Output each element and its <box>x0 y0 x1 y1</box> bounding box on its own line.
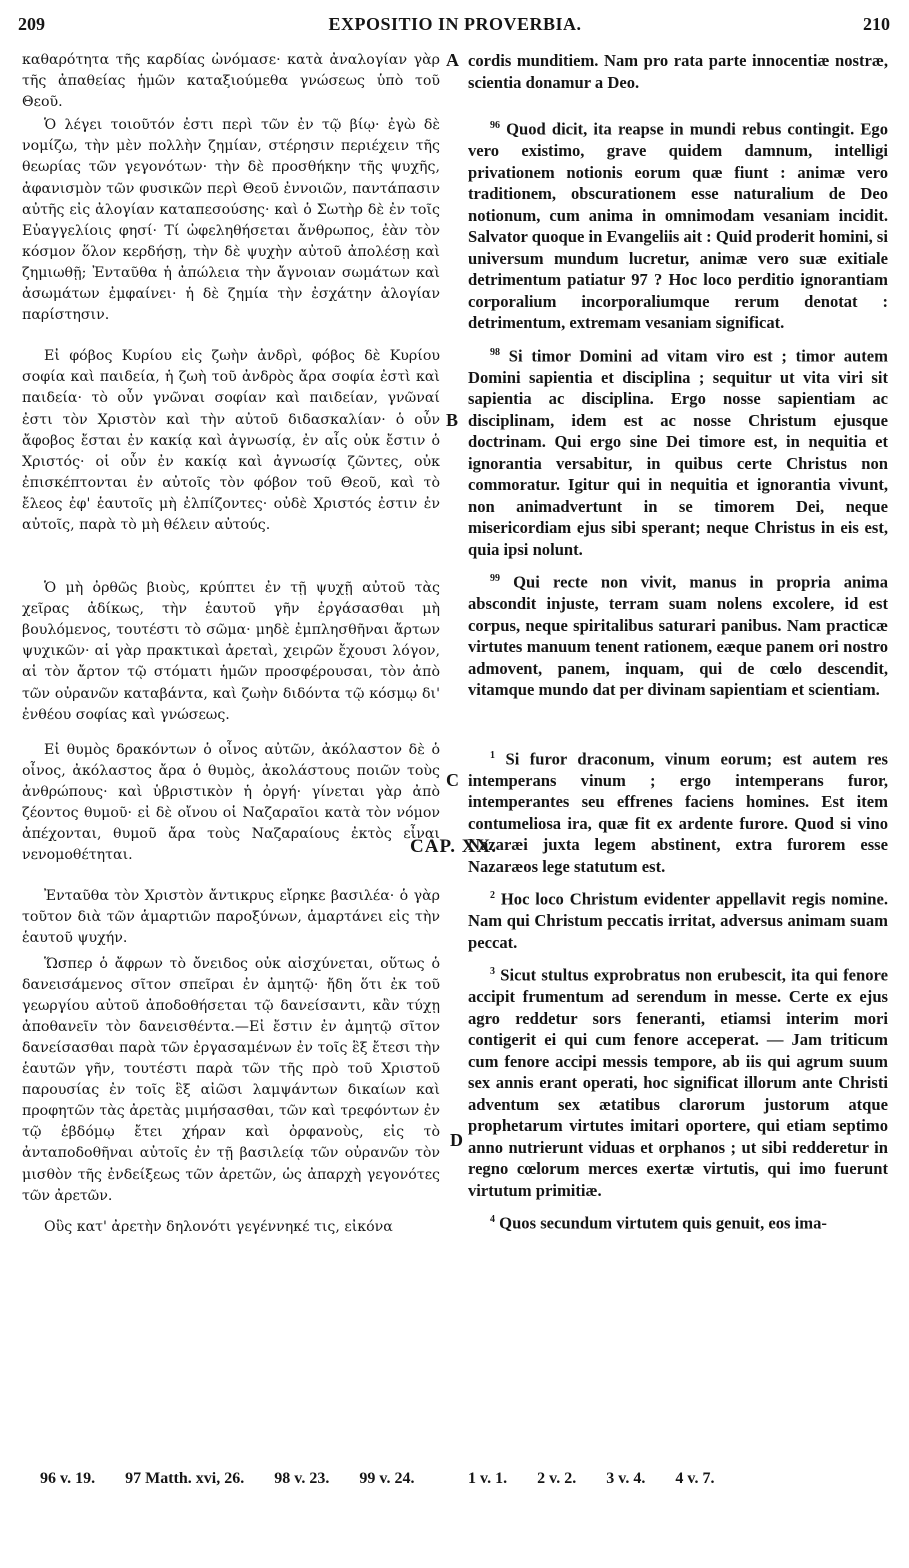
latin-paragraph <box>468 1209 888 1234</box>
footnote: 96 v. 19. <box>40 1470 96 1487</box>
page-header <box>18 14 892 40</box>
latin-text: Quos secundum virtutem quis genuit, eos ima- <box>499 1213 827 1233</box>
chapter-heading: CAP. XX. <box>410 836 497 857</box>
footnote-marker: 3 <box>490 966 495 978</box>
latin-text: Hoc loco Christum evidenter appellavit regis nomine. Nam qui Christum peccatis irritat, adversus animam suam peccat. <box>468 889 888 952</box>
latin-paragraph <box>468 568 888 701</box>
latin-text: Si timor Domini ad vitam viro est ; timor autem Domini sapientia et disciplina ; sequitur ut vita viri sit sapientia ac disciplina. Ergo nosse sapientiam ac disciplinam, idem est ac nosse Christum ejusque doctrinam. Qui ergo sine Dei timore est, in nequitia et ignorantia versabitur, in quibus certe Christus non commoratur. Igitur qui in nequitia et ignorantia vivunt, non animadvertunt in se timorem Dei, neque misericordiam ejus sibi sperant; neque Christus in eis est, quia ipsi nolunt. <box>468 346 888 559</box>
latin-paragraph <box>468 961 888 1201</box>
latin-text: Sicut stultus exprobratus non erubescit, ita qui fenore accipit frumentum ad serendum in messe. Certe ex ejus agro reddetur sors feneranti, etiamsi interim mori contigerit ei qui cum fenore acceperat. — Jam triticum cum fenore accipi messis tempore, ab iis qui agrum suum sex annis erant operati, hoc significat illorum ante Christi adventum sex ætatibus clarorum justorum atque prophetarum virtutes imitari oportere, qui etiam septimo anno nutrierunt viduas et orphanos ; ut sibi redderetur in regno cœlorum merces exertæ virtutis, qui imo fuerunt virtutum primitiæ. <box>468 965 888 1200</box>
greek-paragraph: Εἰ θυμὸς δρακόντων ὁ οἶνος αὐτῶν, ἀκόλαστον δὲ ὁ οἶνος, ἀκόλαστος ἄρα ὁ θυμὸς, ἀκολάστους ποιῶν τοὺς ἀνθρώπους· καὶ ὑβριστικὸν ἡ ὀργή· γίνεται γὰρ ἀπὸ ζέοντος θυμοῦ· εἰ δὲ οἴνου οἱ Ναζαραῖοι κατὰ τὸν νόμον ἀπέχονται, θυμοῦ ἄρα τοὺς Ναζαραίους ἐκτὸς εἶναι νενομοθέτηται. <box>22 741 440 864</box>
footnote-marker: 96 <box>490 120 500 131</box>
latin-column <box>468 50 888 1242</box>
margin-letter-d: D <box>450 1130 463 1150</box>
latin-paragraph <box>468 885 888 953</box>
latin-text: Quod dicit, ita reapse in mundi rebus contingit. Ego vero existimo, grave quidem damnum, intelligi privationem notionis eorum quæ fiunt : animæ vero traditionem, obscurationem esse naturalium de Deo notionum, cum anima in omnimodam vesaniam incidit. Salvator quoque in Evangeliis ait : Quid proderit homini, si universum mundum lucretur, animæ vero suæ exitiale detrimentum patiatur 97 ? Hoc loco perditio ignorantiam corporalium incorporaliumque rerum denotat : detrimentum, extremam vesaniam significat. <box>468 119 888 333</box>
greek-paragraph: καθαρότητα τῆς καρδίας ὠνόμασε· κατὰ ἀναλογίαν γὰρ τῆς ἀπαθείας ἡμῶν καταξιούμεθα γνώσεως ὑπὸ τοῦ Θεοῦ. <box>22 52 440 111</box>
footnote: 99 v. 24. <box>359 1470 415 1487</box>
page-number-left: 209 <box>18 14 45 34</box>
greek-paragraph: Εἰ φόβος Κυρίου εἰς ζωὴν ἀνδρὶ, φόβος δὲ Κυρίου σοφία καὶ παιδεία, ἡ ζωὴ τοῦ ἀνδρὸς ἄρα σοφία ἐστὶ καὶ παιδεία· τὸ οὖν γνῶναι σοφίαν καὶ παιδείαν, γνῶναί ἐστι τὸν Χριστὸν καὶ τὴν αὐτοῦ διδασκαλίαν· ὁ οὖν ἄφοβος ἔσται ἐν κακίᾳ καὶ ἀγνωσίᾳ, ἐν αἷς οὐκ ἔστιν ὁ Χριστός· οἱ οὖν ἐν κακίᾳ καὶ ἀγνωσίᾳ ζῶντες, οὐκ ἐπισκέπτονται ἐν αὐτοῖς τὸν φόβον τοῦ Θεοῦ, καὶ τὸ ἔλεος ἐφ' ἑαυτοῖς μὴ ἐλπίζοντες· οὐδὲ Χριστός ἐστιν ἐν αὐτοῖς, παρὰ τὸ μὴ θέλειν αὐτούς. <box>22 348 440 533</box>
greek-paragraph: Ὁ μὴ ὀρθῶς βιοὺς, κρύπτει ἐν τῇ ψυχῇ αὐτοῦ τὰς χεῖρας ἀδίκως, τὴν ἑαυτοῦ γῆν ἐργάσασθαι μὴ βουλόμενος, τουτέστι τὸ σῶμα· μηδὲ ἐμπλησθῆναι ἄρτων ψυχικῶν· αἱ γὰρ πρακτικαὶ ἀρεταὶ, χειρῶν ἔχουσι λόγον, αἱ τὸν ἄρτον τῷ στόματι ἡμῶν προσφέρουσαι, τὸν ἀπὸ τῶν οὐρανῶν καταβάντα, καὶ ζωὴν διδόντα τῷ κόσμῳ δι' ἐνθέου σοφίας καὶ γνώσεως. <box>22 580 440 723</box>
latin-text: Si furor draconum, vinum eorum; est autem res intemperans vinum ; ergo intemperans furor, intemperantes seu effrenes faciens homines. Est item contumeliosa ira, quæ fit ex ardente furore. Quod si vino Nazaræi juxta legem abstinent, extra furorem esse Nazaræos lege statutum est. <box>468 749 888 876</box>
footnote: 3 v. 4. <box>606 1470 646 1487</box>
footnote: 2 v. 2. <box>537 1470 577 1487</box>
greek-paragraph: Ἐνταῦθα τὸν Χριστὸν ἄντικρυς εἴρηκε βασιλέα· ὁ γὰρ τοῦτον διὰ τῶν ἁμαρτιῶν παροξύνων, ἁμαρτάνει εἰς τὴν ἑαυτοῦ ψυχήν. <box>22 888 440 947</box>
footnotes-left <box>40 1470 440 1488</box>
footnote-marker: 2 <box>490 890 495 902</box>
footnote-marker: 1 <box>490 749 495 761</box>
greek-paragraph: Ὁ λέγει τοιοῦτόν ἐστι περὶ τῶν ἐν τῷ βίῳ· ἐγὼ δὲ νομίζω, τὴν μὲν πολλὴν ζημίαν, στέρησιν περιέχειν τῆς θεωρίας τῶν γεγονότων· τὴν δὲ προσθήκην τῆς ψυχῆς, ἀφανισμὸν τῶν φυσικῶν περὶ Θεοῦ ἐννοιῶν, παντάπασιν αὐτῆς εἰς ἀλογίαν καταπεσούσης· καὶ ὁ Σωτὴρ δὲ ἐν τοῖς Εὐαγγελίοις φησί· Τί ὠφεληθήσεται ἄνθρωπος, ἐὰν τὸν κόσμον ὅλον κερδήσῃ, τὴν δὲ ψυχὴν αὐτοῦ ἀπολέσῃ καὶ ζημιωθῇ; Ἐνταῦθα ἡ ἀπώλεια τὴν ἄγνοιαν σωμάτων καὶ ἀσωμάτων ἐμφαίνει· ἡ δὲ ζημία τὴν ἐσχάτην ἀλογίαν παρίστησιν. <box>22 117 440 324</box>
latin-text: cordis munditiem. Nam pro rata parte innocentiæ nostræ, scientia donamur a Deo. <box>468 51 888 92</box>
footnote: 98 v. 23. <box>274 1470 330 1487</box>
latin-paragraph <box>468 115 888 334</box>
footnotes-right <box>468 1470 741 1488</box>
latin-paragraph <box>468 50 888 93</box>
latin-paragraph <box>468 342 888 561</box>
footnote: 1 v. 1. <box>468 1470 508 1487</box>
page-number-right: 210 <box>863 14 890 34</box>
greek-paragraph: Οὓς κατ' ἀρετὴν δηλονότι γεγέννηκέ τις, εἰκόνα <box>44 1218 393 1235</box>
greek-column <box>22 50 440 1246</box>
footnote: 4 v. 7. <box>675 1470 715 1487</box>
footnote-marker: 99 <box>490 573 500 585</box>
footnote-marker: 98 <box>490 346 500 358</box>
latin-text: Qui recte non vivit, manus in propria anima abscondit injuste, terram suam nolens excolere, id est corpus, neque spiritalibus saturari panibus. Nam practicæ virtutes manuum tenent rationem, eæque panem ori nostro admovent, panem, inquam, qui de cœlo descendit, vitamque mundo dat per divinam sapientiam et scientiam. <box>468 572 888 700</box>
margin-letter-c: C <box>446 770 459 790</box>
footnote: 97 Matth. xvi, 26. <box>125 1470 245 1487</box>
greek-paragraph: Ὥσπερ ὁ ἄφρων τὸ ὄνειδος οὐκ αἰσχύνεται, οὕτως ὁ δανεισάμενος σῖτον σπεῖραι ἐν ἀμητῷ· ἤδη ὅτι ἐκ τοῦ γεωργίου αὐτοῦ ἀποδοθήσεται τῷ δανείσαντι, κἂν τύχῃ ἀποθανεῖν τὸν δανεισθέντα.—Εἰ ἔστιν ἐν ἀμητῷ σῖτον δανείσασθαι παρὰ τῶν ἐργασαμένων ἐν τοῖς ἓξ ἔτεσι τὴν ἑαυτῶν γῆν, τουτέστι παρὰ τῶν τῆς πρὸ τοῦ Χριστοῦ παρουσίας ἐν τοῖς ἓξ αἰῶσι λαμψάντων δικαίων καὶ προφητῶν τὰς ἀρετὰς μιμήσασθαι, τῶν καὶ τρεφόντων ἐν τῷ ἑβδόμῳ ἔτει χήραν καὶ ὀρφανοὺς, εἰς τὸ ἀνταποδοθῆναι αὐτοῖς ἐν τῇ βασιλείᾳ τῶν οὐρανῶν τὸν μισθὸν τῆς ἐνδείξεως τῶν ἀρετῶν, ὡς ἀπαρχὴ γεγονότες τῶν ἀρετῶν. <box>22 955 440 1204</box>
footnote-marker: 4 <box>490 1214 495 1226</box>
margin-letter-b: B <box>446 410 459 430</box>
margin-letter-a: A <box>446 50 459 70</box>
running-title: EXPOSITIO IN PROVERBIA. <box>328 14 582 34</box>
latin-paragraph <box>468 745 888 878</box>
